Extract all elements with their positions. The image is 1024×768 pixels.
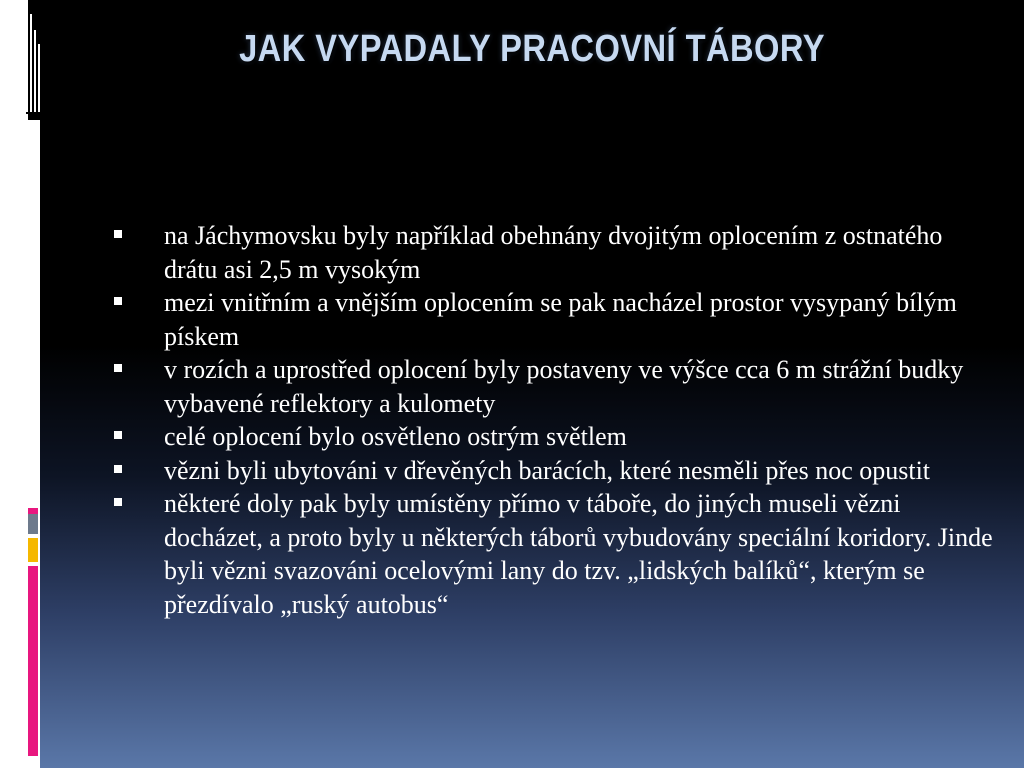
square-bullet-icon (114, 431, 122, 439)
bullet-item (114, 420, 994, 454)
slide (40, 0, 1024, 768)
bullet-text: vězni byli ubytováni v dřevěných barácích, které nesměli přes noc opustit (164, 455, 931, 485)
left-margin-strip (0, 0, 40, 768)
square-bullet-icon (114, 465, 122, 473)
accent-bar-pink (28, 566, 38, 756)
bullet-list (114, 219, 994, 621)
bullet-text: v rozích a uprostřed oplocení byly postaveny ve výšce cca 6 m strážní budky vybavené reflektory a kulomety (164, 355, 964, 418)
bullet-text: některé doly pak byly umístěny přímo v táboře, do jiných museli vězni docházet, a proto byly u některých táborů vybudovány speciální koridory. Jinde byli vězni svazováni ocelovými lany do tzv. „lidských balíků“, kterým se přezdívalo „ruský autobus“ (164, 489, 993, 619)
bullet-text: na Jáchymovsku byly například obehnány dvojitým oplocením z ostnatého drátu asi 2,5 m vysokým (164, 221, 943, 284)
accent-bar-gray (28, 514, 38, 534)
bullet-item (114, 487, 994, 621)
slide-title: JAK VYPADALY PRACOVNÍ TÁBORY (239, 28, 825, 70)
slide-content (114, 219, 994, 621)
bullet-item (114, 353, 994, 420)
bullet-item (114, 454, 994, 488)
square-bullet-icon (114, 230, 122, 238)
square-bullet-icon (114, 297, 122, 305)
decorative-grid-lines (0, 0, 40, 120)
accent-bar-yellow (28, 538, 38, 562)
bullet-text: celé oplocení bylo osvětleno ostrým světlem (164, 422, 627, 451)
square-bullet-icon (114, 498, 122, 506)
bullet-item (114, 286, 994, 353)
accent-bar-pink-small (28, 508, 38, 514)
bullet-item (114, 219, 994, 286)
bullet-text: mezi vnitřním a vnějším oplocením se pak nacházel prostor vysypaný bílým pískem (164, 288, 957, 351)
square-bullet-icon (114, 364, 122, 372)
